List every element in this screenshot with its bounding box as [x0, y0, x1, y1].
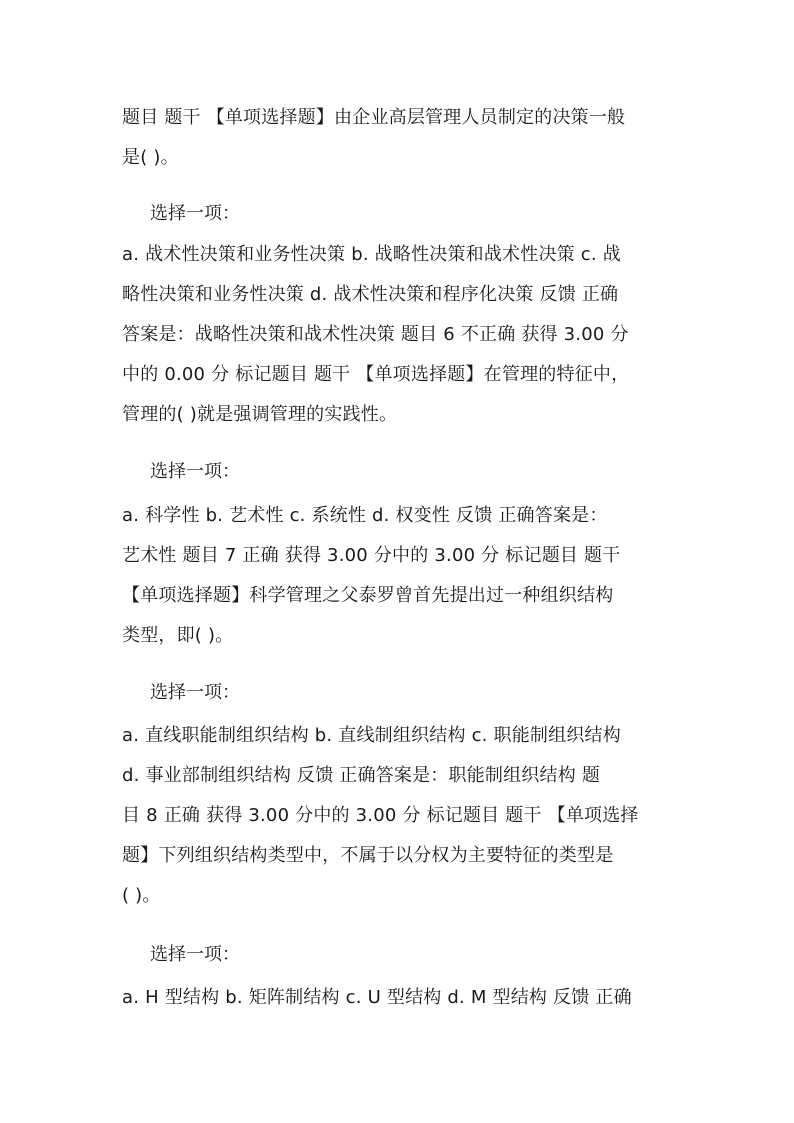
- text-line: 管理的( )就是强调管理的实践性。: [122, 404, 398, 425]
- select-one-label: 选择一项：: [150, 461, 240, 482]
- text-line: 题目 题干 【单项选择题】由企业高层管理人员制定的决策一般: [122, 107, 626, 128]
- answer-block-4: [122, 978, 694, 1018]
- text-line: d. 事业部制组织结构 反馈 正确答案是：职能制组织结构 题: [122, 765, 601, 786]
- text-line: 艺术性 题目 7 正确 获得 3.00 分中的 3.00 分 标记题目 题干: [122, 545, 621, 566]
- text-line: a. 战术性决策和业务性决策 b. 战略性决策和战术性决策 c. 战: [122, 244, 621, 265]
- select-one-label: 选择一项：: [150, 203, 240, 224]
- text-line: 是( )。: [122, 147, 179, 168]
- text-line: 略性决策和业务性决策 d. 战术性决策和程序化决策 反馈 正确: [122, 284, 619, 305]
- text-line: a. 直线职能制组织结构 b. 直线制组织结构 c. 职能制组织结构: [122, 725, 621, 746]
- text-line: ( )。: [122, 885, 161, 906]
- question-stem-1: [122, 98, 694, 178]
- answer-block-1: [122, 235, 694, 435]
- text-line: a. 科学性 b. 艺术性 c. 系统性 d. 权变性 反馈 正确答案是：: [122, 505, 608, 526]
- text-line: 目 8 正确 获得 3.00 分中的 3.00 分 标记题目 题干 【单项选择: [122, 805, 639, 826]
- text-line: a. H 型结构 b. 矩阵制结构 c. U 型结构 d. M 型结构 反馈 正确: [122, 987, 632, 1008]
- text-line: 中的 0.00 分 标记题目 题干 【单项选择题】在管理的特征中，: [122, 364, 630, 385]
- text-line: 【单项选择题】科学管理之父泰罗曾首先提出过一种组织结构: [122, 585, 614, 606]
- text-line: 答案是：战略性决策和战术性决策 题目 6 不正确 获得 3.00 分: [122, 324, 629, 345]
- text-line: 类型，即( )。: [122, 625, 234, 646]
- select-one-label: 选择一项：: [150, 944, 240, 965]
- text-line: 题】下列组织结构类型中，不属于以分权为主要特征的类型是: [122, 845, 614, 866]
- answer-block-2: [122, 496, 694, 656]
- answer-block-3: [122, 716, 694, 916]
- select-one-label: 选择一项：: [150, 682, 240, 703]
